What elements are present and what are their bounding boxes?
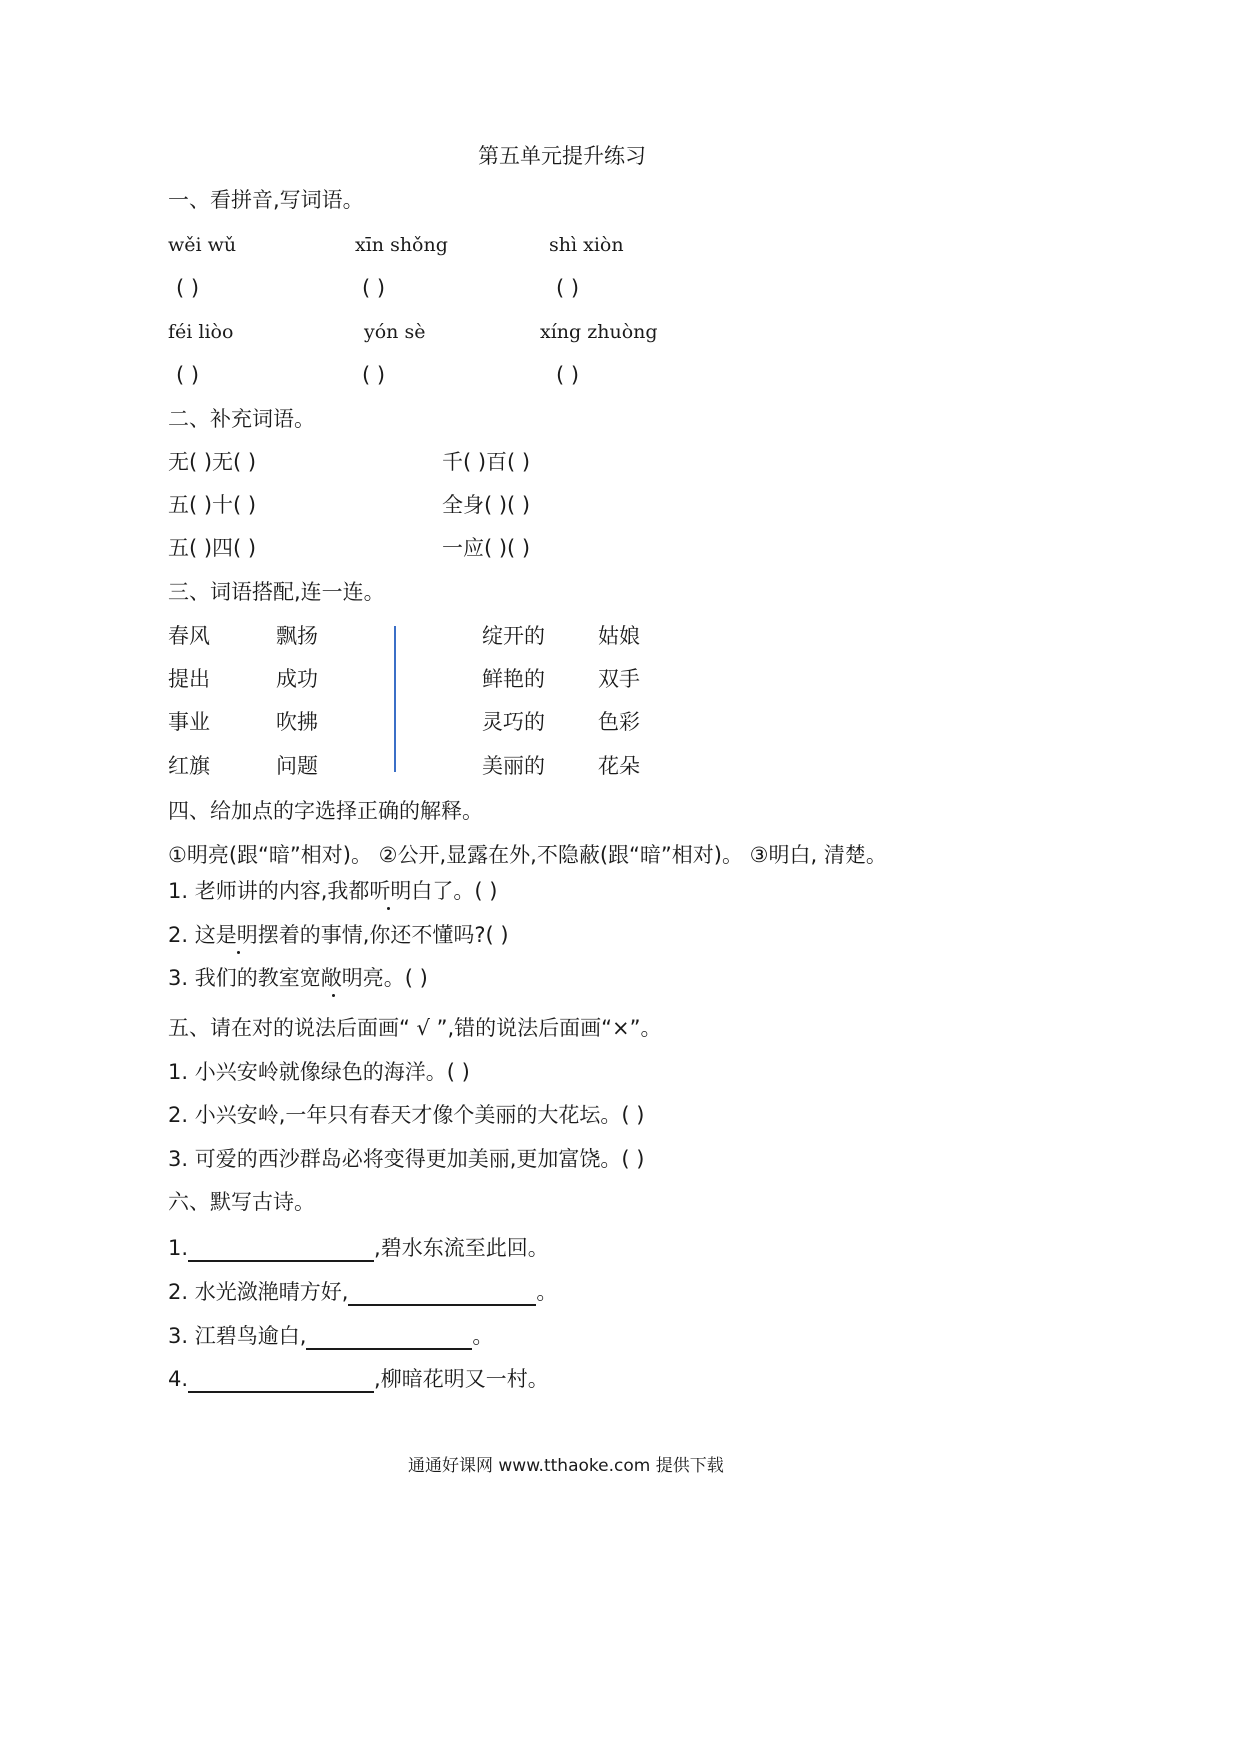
footer-credit: 通通好课网 www.tthaoke.com 提供下载 bbox=[408, 1456, 724, 1476]
match-word[interactable]: 花朵 bbox=[598, 754, 640, 778]
poem-line-4 bbox=[168, 1363, 549, 1393]
section-2-heading: 二、补充词语。 bbox=[168, 407, 315, 431]
page-title: 第五单元提升练习 bbox=[478, 144, 646, 168]
match-word[interactable]: 问题 bbox=[276, 754, 318, 778]
line-number: 1. bbox=[168, 1236, 189, 1260]
fill-blank[interactable] bbox=[188, 1363, 374, 1393]
pinyin-4: féi liòo bbox=[168, 321, 234, 343]
answer-blank[interactable]: ( ) bbox=[362, 363, 386, 387]
match-word[interactable]: 红旗 bbox=[168, 754, 210, 778]
question-item[interactable]: 1. 老师讲的内容,我都听明白了。( ) bbox=[168, 879, 498, 903]
question-item[interactable]: 3. 我们的教室宽敞明亮。( ) bbox=[168, 966, 428, 990]
match-word[interactable]: 美丽的 bbox=[482, 754, 545, 778]
poem-line-1 bbox=[168, 1232, 549, 1262]
poem-text: ,柳暗花明又一村。 bbox=[374, 1367, 549, 1391]
poem-text: 3. 江碧鸟逾白, bbox=[168, 1324, 307, 1348]
match-word[interactable]: 事业 bbox=[168, 710, 210, 734]
divider-line bbox=[394, 626, 396, 772]
emphasis-dot bbox=[237, 951, 240, 954]
line-number: 4. bbox=[168, 1367, 189, 1391]
poem-text: 。 bbox=[472, 1324, 494, 1348]
question-item[interactable]: 1. 小兴安岭就像绿色的海洋。( ) bbox=[168, 1060, 470, 1084]
match-word[interactable]: 鲜艳的 bbox=[482, 667, 545, 691]
idiom-item[interactable]: 一应( )( ) bbox=[442, 536, 531, 560]
question-item[interactable]: 2. 这是明摆着的事情,你还不懂吗?( ) bbox=[168, 923, 509, 947]
idiom-item[interactable]: 千( )百( ) bbox=[442, 450, 531, 474]
match-word[interactable]: 春风 bbox=[168, 624, 210, 648]
answer-blank[interactable]: ( ) bbox=[176, 363, 200, 387]
section-1-heading: 一、看拼音,写词语。 bbox=[168, 188, 364, 212]
idiom-item[interactable]: 五( )十( ) bbox=[168, 493, 257, 517]
fill-blank[interactable] bbox=[188, 1232, 374, 1262]
emphasis-dot bbox=[387, 907, 390, 910]
match-word[interactable]: 绽开的 bbox=[482, 624, 545, 648]
match-word[interactable]: 成功 bbox=[276, 667, 318, 691]
answer-blank[interactable]: ( ) bbox=[556, 276, 580, 300]
definition-options: ①明亮(跟“暗”相对)。 ②公开,显露在外,不隐蔽(跟“暗”相对)。 ③明白, 清楚。 bbox=[168, 843, 887, 867]
pinyin-6: xíng zhuòng bbox=[540, 321, 658, 343]
match-word[interactable]: 吹拂 bbox=[276, 710, 318, 734]
section-3-heading: 三、词语搭配,连一连。 bbox=[168, 580, 385, 604]
fill-blank[interactable] bbox=[348, 1276, 536, 1306]
idiom-item[interactable]: 全身( )( ) bbox=[442, 493, 531, 517]
match-word[interactable]: 色彩 bbox=[598, 710, 640, 734]
answer-blank[interactable]: ( ) bbox=[176, 276, 200, 300]
question-item[interactable]: 2. 小兴安岭,一年只有春天才像个美丽的大花坛。( ) bbox=[168, 1103, 645, 1127]
pinyin-2: xīn shǒng bbox=[355, 234, 448, 256]
poem-text: ,碧水东流至此回。 bbox=[374, 1236, 549, 1260]
match-word[interactable]: 双手 bbox=[598, 667, 640, 691]
idiom-item[interactable]: 五( )四( ) bbox=[168, 536, 257, 560]
match-word[interactable]: 飘扬 bbox=[276, 624, 318, 648]
match-word[interactable]: 姑娘 bbox=[598, 624, 640, 648]
idiom-item[interactable]: 无( )无( ) bbox=[168, 450, 257, 474]
match-word[interactable]: 提出 bbox=[168, 667, 210, 691]
fill-blank[interactable] bbox=[306, 1320, 472, 1350]
pinyin-3: shì xiòn bbox=[549, 234, 624, 256]
section-6-heading: 六、默写古诗。 bbox=[168, 1190, 315, 1214]
emphasis-dot bbox=[332, 994, 335, 997]
poem-text: 。 bbox=[536, 1280, 558, 1304]
section-4-heading: 四、给加点的字选择正确的解释。 bbox=[168, 799, 483, 823]
poem-line-3 bbox=[168, 1320, 493, 1350]
answer-blank[interactable]: ( ) bbox=[556, 363, 580, 387]
pinyin-1: wěi wǔ bbox=[168, 234, 237, 256]
section-5-heading: 五、请在对的说法后面画“ √ ”,错的说法后面画“×”。 bbox=[168, 1016, 662, 1040]
poem-text: 2. 水光潋滟晴方好, bbox=[168, 1280, 349, 1304]
question-item[interactable]: 3. 可爱的西沙群岛必将变得更加美丽,更加富饶。( ) bbox=[168, 1147, 645, 1171]
pinyin-5: yón sè bbox=[364, 321, 426, 343]
answer-blank[interactable]: ( ) bbox=[362, 276, 386, 300]
match-word[interactable]: 灵巧的 bbox=[482, 710, 545, 734]
poem-line-2 bbox=[168, 1276, 557, 1306]
